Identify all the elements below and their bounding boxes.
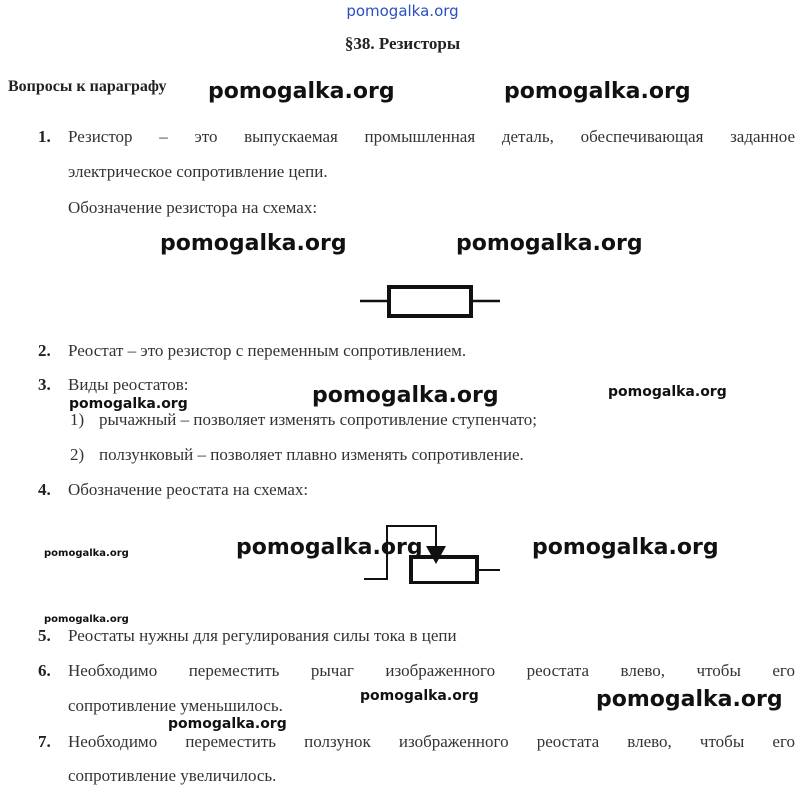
watermark: pomogalka.org xyxy=(360,688,479,704)
item-6-line-2: сопротивление уменьшилось. xyxy=(68,696,283,715)
page-title: §38. Резисторы xyxy=(344,34,461,53)
item-7-number: 7. xyxy=(38,732,51,751)
watermark: pomogalka.org xyxy=(236,535,423,560)
item-1-line-3: Обозначение резистора на схемах: xyxy=(68,198,318,217)
watermark: pomogalka.org xyxy=(160,231,347,256)
watermark: pomogalka.org xyxy=(456,231,643,256)
item-3-sub-2-text: ползунковый – позволяет плавно изменять сопротивление. xyxy=(99,445,524,464)
item-3-line-1: Виды реостатов: xyxy=(68,375,189,394)
watermark: pomogalka.org xyxy=(504,79,691,104)
item-3-number: 3. xyxy=(38,375,51,394)
item-3-sub-1-number: 1) xyxy=(70,410,85,429)
watermark: pomogalka.org xyxy=(168,716,287,732)
watermark: pomogalka.org xyxy=(44,614,129,625)
item-4-number: 4. xyxy=(38,480,51,499)
item-5-number: 5. xyxy=(38,626,51,645)
watermark: pomogalka.org xyxy=(312,383,499,408)
item-7-line-1: Необходимо переместить ползунок изображенного реостата влево, чтобы его xyxy=(68,732,795,751)
watermark: pomogalka.org xyxy=(596,687,783,712)
item-6-line-1: Необходимо переместить рычаг изображенного реостата влево, чтобы его xyxy=(68,661,795,680)
item-7-line-2: сопротивление увеличилось. xyxy=(68,766,277,785)
item-3-sub-1-text: рычажный – позволяет изменять сопротивление ступенчато; xyxy=(99,410,537,429)
watermark: pomogalka.org xyxy=(69,396,188,412)
header-watermark: pomogalka.org xyxy=(346,2,459,20)
item-2-number: 2. xyxy=(38,341,51,360)
item-1-number: 1. xyxy=(38,127,51,146)
item-1-line-2: электрическое сопротивление цепи. xyxy=(68,162,328,181)
watermark: pomogalka.org xyxy=(532,535,719,560)
watermark: pomogalka.org xyxy=(208,79,395,104)
watermark: pomogalka.org xyxy=(608,384,727,400)
item-6-number: 6. xyxy=(38,661,51,680)
resistor-symbol xyxy=(358,282,504,322)
item-4-line-1: Обозначение реостата на схемах: xyxy=(68,480,309,499)
item-2-line-1: Реостат – это резистор с переменным сопротивлением. xyxy=(68,341,467,360)
item-1-line-1: Резистор – это выпускаемая промышленная деталь, обеспечивающая заданное xyxy=(68,127,795,146)
section-title: Вопросы к параграфу xyxy=(8,78,167,95)
watermark: pomogalka.org xyxy=(44,548,129,559)
item-5-line-1: Реостаты нужны для регулирования силы тока в цепи xyxy=(68,626,457,645)
item-3-sub-2-number: 2) xyxy=(70,445,85,464)
